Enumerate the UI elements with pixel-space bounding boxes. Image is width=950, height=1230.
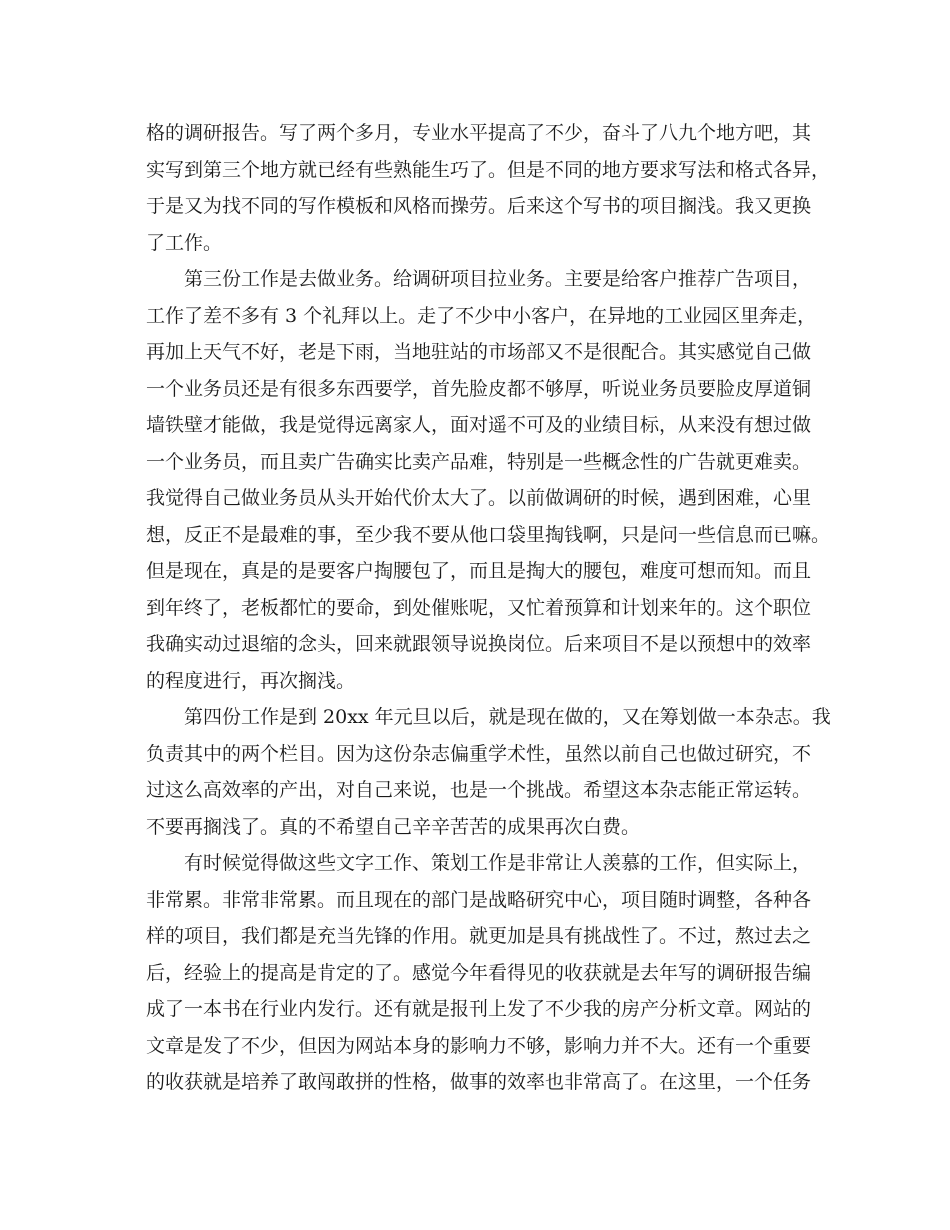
text-line: 后，经验上的提高是肯定的了。感觉今年看得见的收获就是去年写的调研报告编	[146, 961, 812, 984]
text-line: 一个业务员还是有很多东西要学，首先脸皮都不够厚，听说业务员要脸皮厚道铜	[146, 377, 812, 400]
text-line: 样的项目，我们都是充当先锋的作用。就更加是具有挑战性了。不过，熬过去之	[146, 925, 812, 947]
text-line: 实写到第三个地方就已经有些熟能生巧了。但是不同的地方要求写法和格式各异，	[146, 158, 831, 181]
text-line: 过这么高效率的产出，对自己来说，也是一个挑战。希望这本杂志能正常运转。	[146, 779, 812, 801]
text-line: 的收获就是培养了敢闯敢拼的性格，做事的效率也非常高了。在这里，一个任务	[146, 1071, 812, 1093]
text-line: 到年终了，老板都忙的要命，到处催账呢，又忙着预算和计划来年的。这个职位	[146, 596, 812, 619]
text-line: 工作了差不多有 3 个礼拜以上。走了不少中小客户，在异地的工业园区里奔走，	[146, 304, 817, 327]
text-line: 文章是发了不少，但因为网站本身的影响力不够，影响力并不大。还有一个重要	[146, 1034, 812, 1057]
text-line: 非常累。非常非常累。而且现在的部门是战略研究中心，项目随时调整，各种各	[146, 888, 812, 911]
text-line: 负责其中的两个栏目。因为这份杂志偏重学术性，虽然以前自己也做过研究，不	[146, 742, 812, 765]
text-line: 于是又为找不同的写作模板和风格而操劳。后来这个写书的项目搁浅。我又更换	[146, 195, 812, 217]
text-line: 我觉得自己做业务员从头开始代价太大了。以前做调研的时候，遇到困难，心里	[146, 487, 812, 509]
text-line: 成了一本书在行业内发行。还有就是报刊上发了不少我的房产分析文章。网站的	[146, 998, 812, 1020]
text-line: 第四份工作是到 20xx 年元旦以后，就是现在做的，又在筹划做一本杂志。我	[184, 706, 831, 728]
text-line: 一个业务员，而且卖广告确实比卖产品难，特别是一些概念性的广告就更难卖。	[146, 450, 812, 473]
text-line: 的程度进行，再次搁浅。	[146, 669, 356, 692]
text-line: 但是现在，真是的是要客户掏腰包了，而且是掏大的腰包，难度可想而知。而且	[146, 560, 812, 582]
text-line: 墙铁壁才能做，我是觉得远离家人，面对遥不可及的业绩目标，从来没有想过做	[146, 414, 812, 436]
text-line: 第三份工作是去做业务。给调研项目拉业务。主要是给客户推荐广告项目，	[184, 268, 812, 290]
text-line: 有时候觉得做这些文字工作、策划工作是非常让人羡慕的工作，但实际上，	[184, 852, 812, 874]
text-line: 不要再搁浅了。真的不希望自己辛辛苦苦的成果再次白费。	[146, 815, 641, 838]
text-line: 了工作。	[146, 231, 223, 254]
text-line: 想，反正不是最难的事，至少我不要从他口袋里掏钱啊，只是问一些信息而已嘛。	[146, 523, 831, 546]
text-line: 格的调研报告。写了两个多月，专业水平提高了不少，奋斗了八九个地方吧，其	[146, 122, 812, 144]
text-line: 再加上天气不好，老是下雨，当地驻站的市场部又不是很配合。其实感觉自己做	[146, 341, 812, 363]
text-line: 我确实动过退缩的念头，回来就跟领导说换岗位。后来项目不是以预想中的效率	[146, 633, 812, 655]
document-body	[146, 115, 831, 1101]
